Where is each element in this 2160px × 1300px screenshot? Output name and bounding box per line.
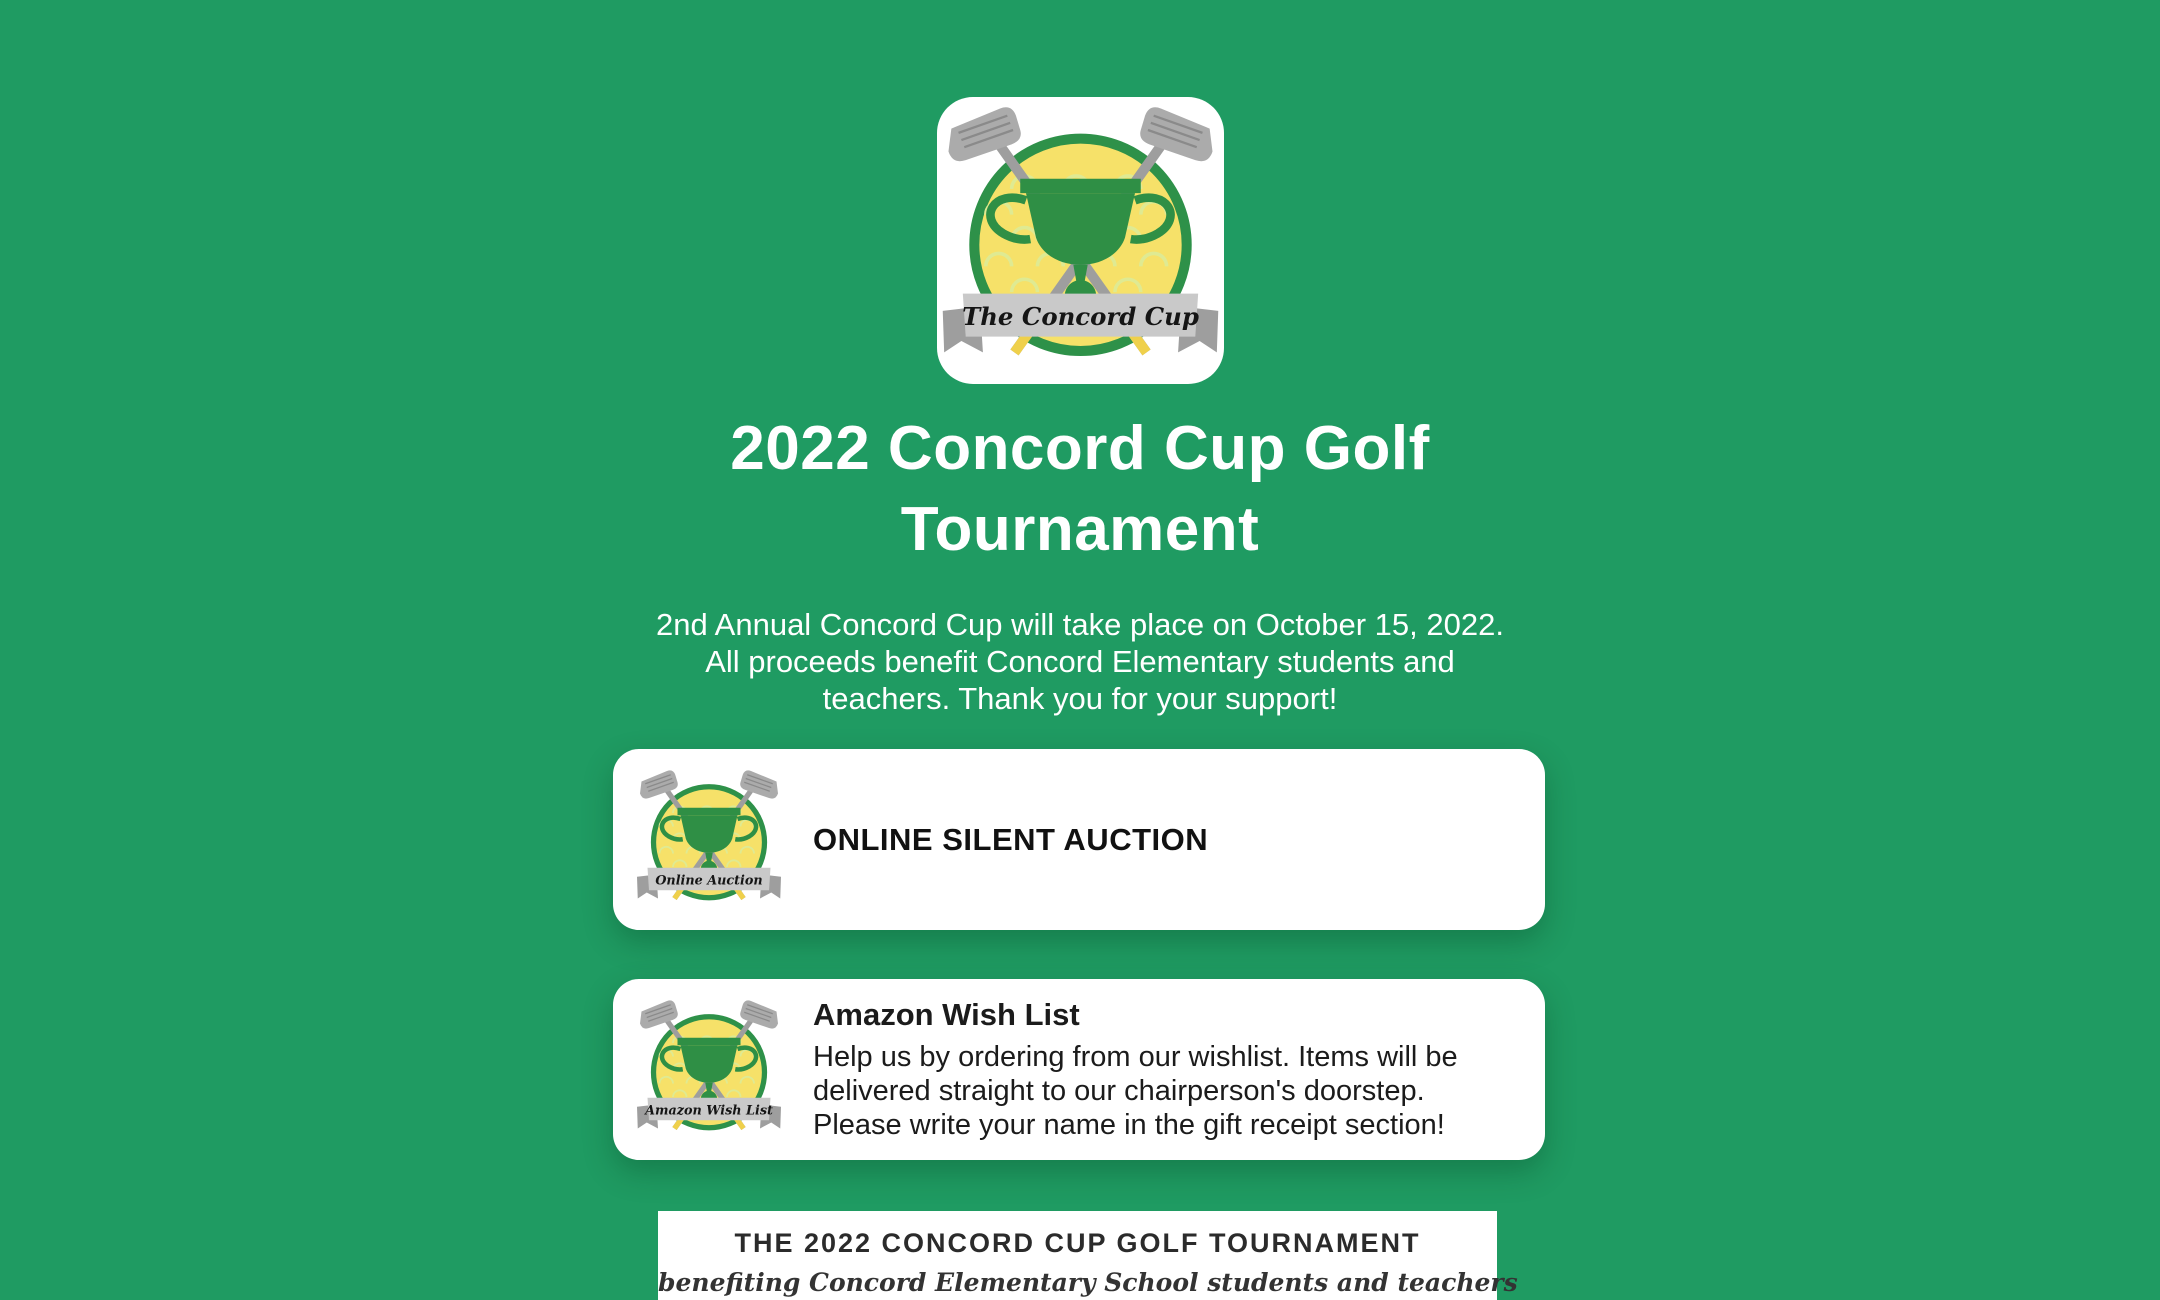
flyer-title: THE 2022 CONCORD CUP GOLF TOURNAMENT	[734, 1228, 1421, 1258]
link-text	[813, 997, 1508, 1142]
flyer-subtitle: benefiting Concord Elementary School students and teachers	[658, 1268, 1518, 1297]
banner-label: Amazon Wish List	[645, 1102, 773, 1118]
concord-cup-logo	[634, 765, 784, 915]
link-card-online-silent-auction[interactable]	[613, 749, 1545, 930]
link-description: Help us by ordering from our wishlist. Items will be delivered straight to our chairperson's doorstep. Please write your name in the gift receipt section!	[813, 1041, 1458, 1141]
link-thumbnail-amazon-wish-list	[634, 995, 784, 1145]
banner-label: The Concord Cup	[962, 302, 1199, 332]
banner-label: Online Auction	[655, 872, 763, 888]
link-title: Amazon Wish List	[813, 997, 1080, 1032]
flyer-image	[658, 1211, 1518, 1300]
page-title: 2022 Concord Cup Golf Tournament	[730, 414, 1430, 564]
link-card-amazon-wish-list[interactable]	[613, 979, 1545, 1160]
concord-cup-logo	[634, 995, 784, 1145]
link-text	[813, 822, 1208, 858]
link-thumbnail-online-auction	[634, 765, 784, 915]
link-title: ONLINE SILENT AUCTION	[813, 821, 1209, 857]
concord-cup-logo	[937, 97, 1224, 384]
profile-logo	[937, 97, 1224, 384]
page-description: 2nd Annual Concord Cup will take place on October 15, 2022. All proceeds benefit Concord Elementary students and teachers. Thank you for your support!	[656, 607, 1504, 716]
